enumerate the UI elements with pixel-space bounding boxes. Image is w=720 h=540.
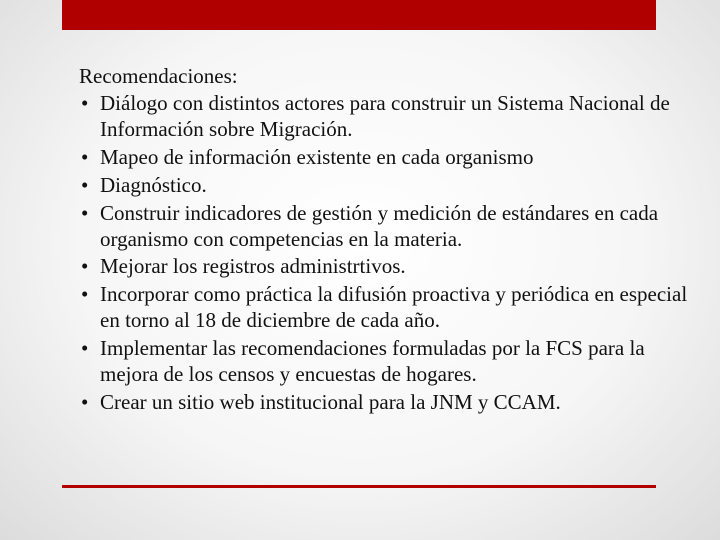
bullet-icon: •	[81, 282, 89, 307]
list-item-text: Mejorar los registros administrtivos.	[100, 254, 406, 279]
list-item-text: Crear un sitio web institucional para la JNM y CCAM.	[100, 389, 561, 414]
list-item-text: Implementar las recomendaciones formuladas por la FCS para la mejora de los censos y encuestas de hogares.	[100, 336, 645, 387]
list-item	[79, 281, 704, 333]
bullet-icon: •	[81, 254, 89, 279]
top-accent-bar	[62, 0, 656, 30]
list-item-text: Construir indicadores de gestión y medición de estándares en cada organismo con competencias en la materia.	[100, 200, 659, 251]
list-item	[79, 90, 704, 142]
slide-content	[79, 63, 704, 417]
list-item-text: Mapeo de información existente en cada organismo	[100, 145, 534, 170]
list-item	[79, 172, 704, 198]
list-item	[79, 144, 704, 170]
bullet-icon: •	[81, 336, 89, 361]
list-item	[79, 389, 704, 415]
list-item	[79, 253, 704, 279]
list-item	[79, 200, 704, 252]
bullet-icon: •	[81, 172, 89, 197]
bullet-icon: •	[81, 389, 89, 414]
recommendations-list	[79, 90, 704, 415]
bullet-icon: •	[81, 91, 89, 116]
bullet-icon: •	[81, 145, 89, 170]
list-item-text: Diálogo con distintos actores para construir un Sistema Nacional de Información sobre Migración.	[100, 91, 670, 142]
bottom-accent-rule	[62, 485, 656, 488]
list-item-text: Diagnóstico.	[100, 172, 207, 197]
bullet-icon: •	[81, 200, 89, 225]
list-item-text: Incorporar como práctica la difusión proactiva y periódica en especial en torno al 18 de diciembre de cada año.	[100, 282, 688, 333]
slide-heading: Recomendaciones:	[79, 64, 238, 88]
list-item	[79, 335, 704, 387]
